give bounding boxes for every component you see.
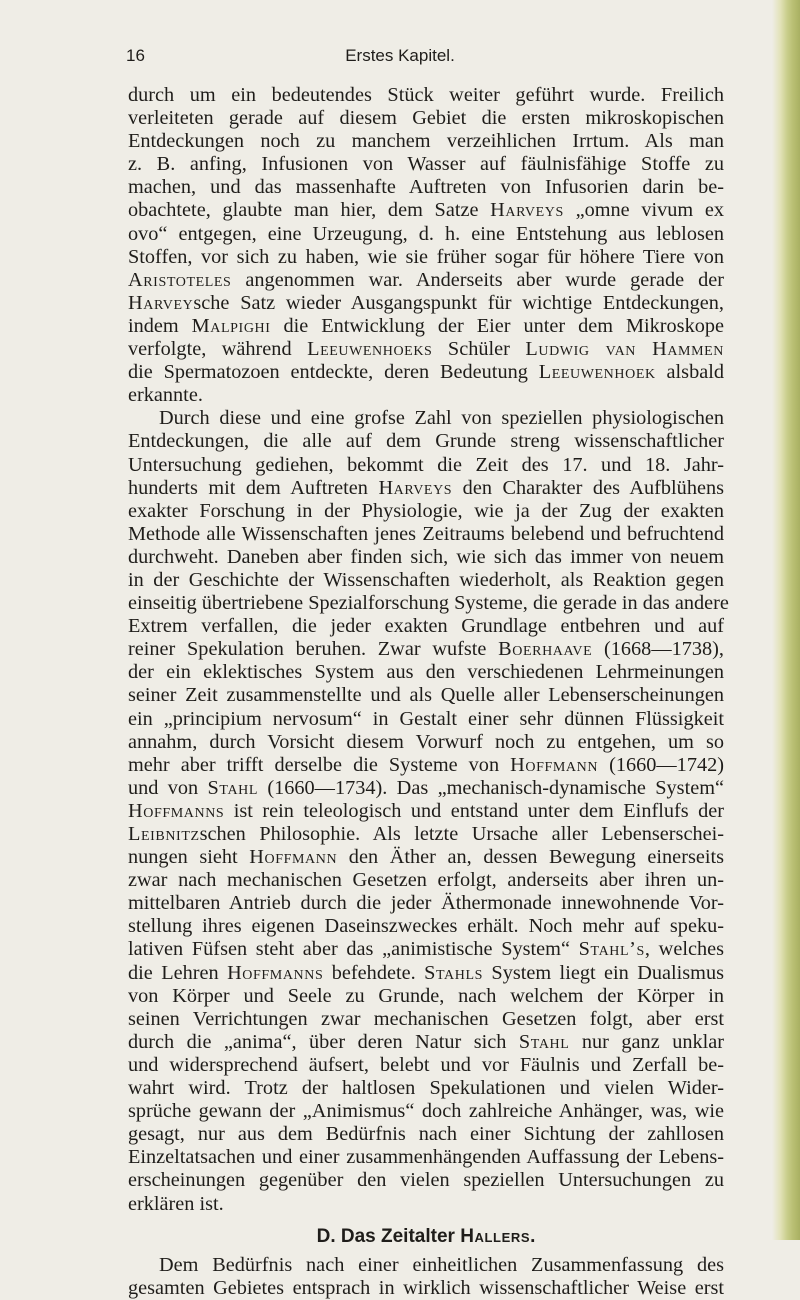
page-body	[128, 84, 729, 1300]
text-line: und von Stahl (1660—1734). Das „mechanisch-dynamische System“	[128, 776, 724, 799]
paragraph-3	[128, 1254, 724, 1300]
text-line: lativen Füfsen steht aber das „animistische System“ Stahl’s, welches	[128, 938, 724, 961]
author-name: Malpighi	[191, 314, 271, 337]
text-line: indem Malpighi die Entwicklung der Eier unter dem Mikroskope	[128, 314, 725, 337]
text-line: durchweht. Daneben aber finden sich, wie sich das immer von neuem	[128, 545, 724, 568]
text-line: reiner Spekulation beruhen. Zwar wufste Boerhaave (1668—1738),	[128, 638, 724, 661]
author-name: Hoffmanns	[128, 799, 225, 822]
paragraph-1	[128, 84, 724, 407]
text-line: sprüche gewann der „Animismus“ doch zahlreiche Anhänger, was, wie	[128, 1100, 724, 1123]
author-name: Harveys	[490, 199, 564, 222]
text-line: in der Geschichte der Wissenschaften wiederholt, als Reaktion gegen	[128, 568, 724, 591]
page-header	[0, 46, 800, 72]
author-name: Leeuwenhoeks	[307, 338, 433, 361]
text-line: der ein eklektisches System aus den verschiedenen Lehrmeinungen	[128, 661, 724, 684]
author-name: Hoffmann	[510, 753, 599, 776]
author-name: Harvey	[128, 291, 194, 314]
text-line: exakter Forschung in der Physiologie, wie ja der Zug der exakten	[128, 499, 724, 522]
author-name: Stahl’s	[578, 938, 645, 961]
author-name: Ludwig van Hammen	[525, 338, 724, 361]
text-line: Stoffen, vor sich zu haben, wie sie früher sogar für höhere Tiere von	[128, 245, 724, 268]
author-name: Stahl	[207, 776, 259, 799]
text-line: hunderts mit dem Auftreten Harveys den Charakter des Aufblühens	[128, 476, 724, 499]
text-line: ovo“ entgegen, eine Urzeugung, d. h. eine Entstehung aus leblosen	[128, 222, 724, 245]
text-line: durch um ein bedeutendes Stück weiter geführt wurde. Freilich	[128, 84, 724, 106]
text-line: von Körper und Seele zu Grunde, nach welchem der Körper in	[128, 984, 724, 1007]
text-line: durch die „anima“, über deren Natur sich Stahl nur ganz unklar	[128, 1030, 725, 1053]
text-line: seinen Verrichtungen zwar mechanischen Gesetzen folgt, aber erst	[128, 1007, 724, 1030]
author-name: Stahls	[424, 961, 483, 984]
text-line: ein „principium nervosum“ in Gestalt einer sehr dünnen Flüssigkeit	[128, 707, 724, 730]
text-line: die Lehren Hoffmanns befehdete. Stahls System liegt ein Dualismus	[128, 961, 724, 984]
text-line: Dem Bedürfnis nach einer einheitlichen Zusammenfassung des	[159, 1253, 724, 1276]
text-line: Harveysche Satz wieder Ausgangspunkt für wichtige Entdeckungen,	[128, 291, 724, 314]
text-line: Entdeckungen, die alle auf dem Grunde streng wissenschaftlicher	[128, 430, 724, 453]
author-name: Harveys	[378, 476, 453, 499]
text-line: verfolgte, während Leeuwenhoeks Schüler Ludwig van Hammen	[128, 338, 724, 361]
text-line: Untersuchung gediehen, bekommt die Zeit des 17. und 18. Jahr-	[128, 453, 724, 476]
text-line: Hoffmanns ist rein teleologisch und entstand unter dem Einflufs der	[128, 799, 724, 822]
text-line: annahm, durch Vorsicht diesem Vorwurf noch zu entgehen, um so	[128, 730, 724, 753]
text-line: gesamten Gebietes entsprach in wirklich wissenschaftlicher Weise erst	[128, 1276, 724, 1299]
text-line: gesagt, nur aus dem Bedürfnis nach einer Sichtung der zahllosen	[128, 1123, 724, 1146]
author-name: Boerhaave	[498, 638, 593, 661]
text-line: erkannte.	[128, 384, 203, 407]
text-line: einseitig übertriebene Spezialforschung Systeme, die gerade in das andere	[128, 592, 729, 615]
text-line: mittelbaren Antrieb durch die jeder Äthermonade innewohnende Vor-	[128, 892, 724, 915]
author-name: Stahl	[518, 1030, 570, 1053]
text-line: Einzeltatsachen und einer zusammenhängenden Auffassung der Lebens-	[128, 1146, 724, 1169]
text-line: obachtete, glaubte man hier, dem Satze Harveys „omne vivum ex	[128, 199, 724, 222]
author-name: Hoffmanns	[227, 961, 324, 984]
text-line: zwar nach mechanischen Gesetzen erfolgt, anderseits aber ihren un-	[128, 869, 724, 892]
text-line: erscheinungen gegenüber den vielen speziellen Untersuchungen zu	[128, 1169, 724, 1192]
author-name: Leibnitz	[128, 823, 200, 845]
author-name: Hallers	[460, 1225, 531, 1247]
text-line: machen, und das massenhafte Auftreten von Infusorien darin be-	[128, 176, 724, 199]
text-line: Entdeckungen noch zu manchem verzeihlichen Irrtum. Als man	[128, 130, 724, 153]
text-line: stellung ihres eigenen Daseinszweckes erhält. Noch mehr auf speku-	[128, 915, 724, 938]
text-line: und widersprechend äufsert, belebt und vor Fäulnis und Zerfall be-	[128, 1053, 724, 1076]
text-line: Extrem verfallen, die jeder exakten Grundlage entbehren und auf	[128, 615, 724, 638]
author-name: Aristoteles	[128, 268, 232, 291]
text-line: Leibnitzschen Philosophie. Als letzte Ursache aller Lebenserschei-	[128, 823, 724, 845]
paragraph-2	[128, 407, 729, 1215]
running-title: Erstes Kapitel.	[345, 46, 455, 65]
text-line: Methode alle Wissenschaften jenes Zeitraums belebend und befruchtend	[128, 522, 724, 545]
author-name: Leeuwenhoek	[538, 361, 656, 384]
text-line: Aristoteles angenommen war. Anderseits aber wurde gerade der	[128, 268, 724, 291]
text-line: verleiteten gerade auf diesem Gebiet die ersten mikroskopischen	[128, 107, 724, 130]
book-spine-edge	[772, 0, 800, 1240]
text-line: z. B. anfing, Infusionen von Wasser auf fäulnisfähige Stoffe zu	[128, 153, 724, 176]
text-line: die Spermatozoen entdeckte, deren Bedeutung Leeuwenhoek alsbald	[128, 361, 724, 384]
text-line: erklären ist.	[128, 1192, 224, 1215]
text-line: nungen sieht Hoffmann den Äther an, dessen Bewegung einerseits	[128, 846, 724, 869]
page-number: 16	[126, 46, 145, 65]
text-line: seiner Zeit zusammenstellte und als Quelle aller Lebenserscheinungen	[128, 684, 724, 707]
text-line: mehr aber trifft derselbe die Systeme von Hoffmann (1660—1742)	[128, 753, 724, 776]
text-line: wahrt wird. Trotz der haltlosen Spekulationen und vielen Wider-	[128, 1077, 724, 1100]
section-heading: D. Das Zeitalter Hallers.	[316, 1225, 536, 1247]
author-name: Hoffmann	[249, 846, 338, 869]
text-line: Durch diese und eine grofse Zahl von speziellen physiologischen	[159, 407, 724, 430]
